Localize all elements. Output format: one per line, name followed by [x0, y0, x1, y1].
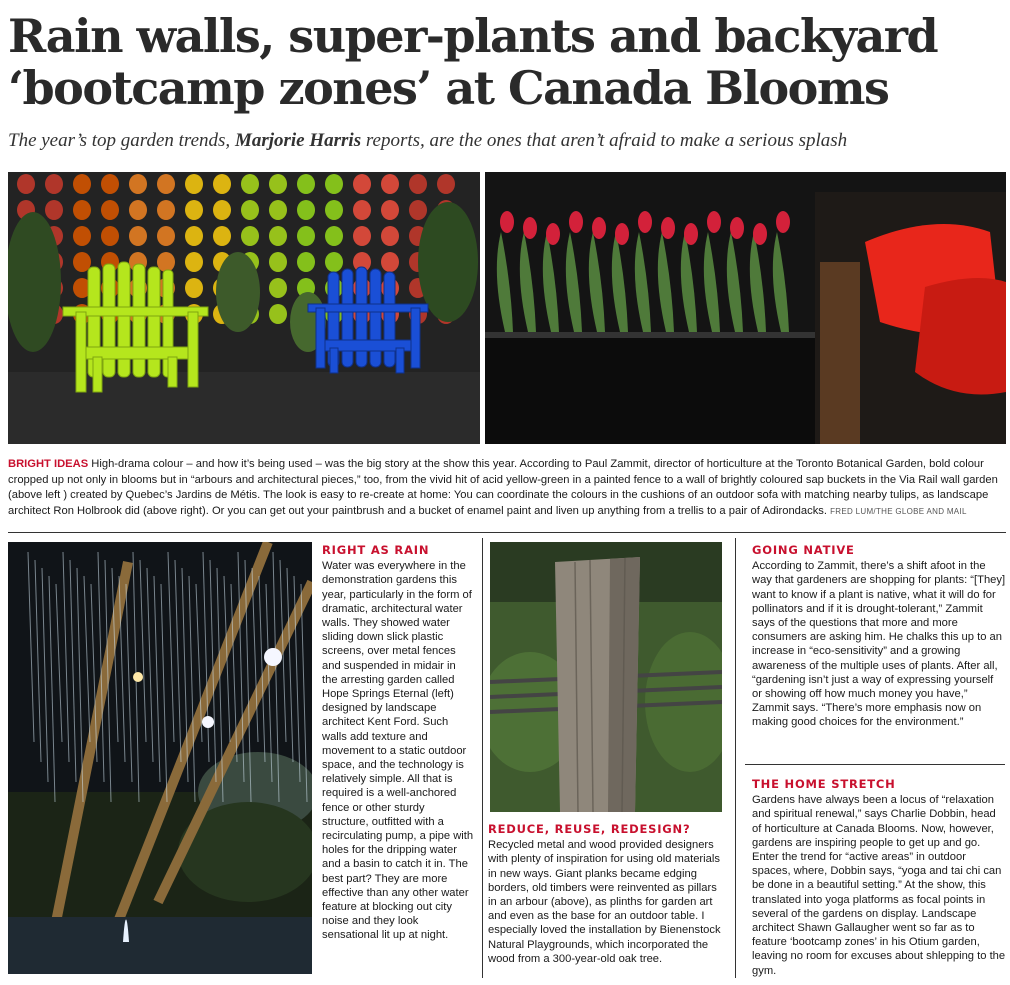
- sap-bucket: [101, 226, 119, 246]
- sap-bucket: [325, 200, 343, 220]
- sap-bucket: [185, 252, 203, 272]
- sap-bucket: [129, 200, 147, 220]
- sap-bucket: [269, 252, 287, 272]
- sap-bucket: [73, 226, 91, 246]
- tulip-bloom: [523, 217, 537, 239]
- top-caption: [8, 457, 1006, 519]
- sap-bucket: [381, 252, 399, 272]
- tulip-bloom: [592, 217, 606, 239]
- photo-credit: FRED LUM/THE GLOBE AND MAIL: [830, 506, 967, 516]
- tulip-bloom: [638, 211, 652, 233]
- sap-bucket: [73, 200, 91, 220]
- sap-bucket: [101, 174, 119, 194]
- sap-bucket: [185, 200, 203, 220]
- tulip-bloom: [500, 211, 514, 233]
- photo-rain-wall: [8, 542, 312, 974]
- tulip-bloom: [776, 211, 790, 233]
- sap-bucket: [73, 174, 91, 194]
- sap-bucket: [297, 174, 315, 194]
- tulip-bloom: [684, 223, 698, 245]
- home-stretch-heading: THE HOME STRETCH: [752, 777, 896, 791]
- sap-bucket: [409, 200, 427, 220]
- column-divider-1: [482, 538, 483, 978]
- sap-bucket: [297, 252, 315, 272]
- tulip-bloom: [546, 223, 560, 245]
- top-caption-text: High-drama colour – and how it’s being used – was the big story at the show this year. According to Paul Zammit, director of horticulture at the Toronto Botanical Garden, bold colour cropped up not only in blooms but in “arbours and architectural pieces,” too, from the vivid hit of acid yellow-green in a painted fence to a wall of brightly coloured sap buckets in the Via Rail wall garden (above left ) created by Quebec’s Jardins de Métis. The look is easy to re-create at home: You can coordinate the colours in the cushions of an outdoor sofa with matching nearby tulips, as landscape architect Ron Holbrook did (above right). Or you can get out your paintbrush and a bucket of enamel paint and liven up anything from a trellis to a pair of Adirondacks.: [8, 458, 998, 517]
- sap-bucket: [185, 278, 203, 298]
- tulip-bloom: [707, 211, 721, 233]
- going-native-body: According to Zammit, there’s a shift afoot in the way that gardeners are shopping for plants: “[They] want to know if a plant is native, what it will do for pollinators and if it is drought-tolerant,” Zammit says of the questions that more and more consumers are asking him. He chalks this up to an increase in “eco-sensitivity” and a growing awareness of the multiple uses of plants. After all, “gardening isn’t just a way of expressing yourself or showing off how much money you have,” Zammit says. “There’s more emphasis now on making good choices for the environment.”: [752, 560, 1006, 729]
- sap-bucket: [17, 174, 35, 194]
- sap-bucket: [269, 278, 287, 298]
- sap-bucket: [241, 226, 259, 246]
- reduce-reuse-heading: REDUCE, REUSE, REDESIGN?: [488, 822, 691, 836]
- sap-bucket: [325, 226, 343, 246]
- tulip-bloom: [615, 223, 629, 245]
- sap-bucket: [353, 174, 371, 194]
- going-native-section: [752, 543, 1006, 730]
- photo-timber-pillar: [490, 542, 722, 812]
- sap-bucket: [381, 226, 399, 246]
- sap-bucket: [185, 226, 203, 246]
- sap-bucket: [353, 200, 371, 220]
- tulip-bloom: [569, 211, 583, 233]
- deck-after: reports, are the ones that aren’t afraid to make a serious splash: [361, 130, 848, 151]
- sap-bucket: [325, 252, 343, 272]
- sap-bucket: [269, 304, 287, 324]
- photo-adirondack-chairs: [8, 172, 480, 444]
- right-as-rain-section: [322, 543, 474, 943]
- right-as-rain-heading: RIGHT AS RAIN: [322, 543, 430, 557]
- sap-bucket: [409, 174, 427, 194]
- deck: [8, 130, 1008, 152]
- sap-bucket: [437, 174, 455, 194]
- sap-bucket: [157, 174, 175, 194]
- top-caption-kicker: BRIGHT IDEAS: [8, 458, 89, 470]
- sap-bucket: [269, 200, 287, 220]
- sap-bucket: [213, 200, 231, 220]
- section-divider: [8, 532, 1006, 533]
- headline-line-2: ‘bootcamp zones’ at Canada Blooms: [8, 61, 889, 115]
- tulip-bloom: [753, 223, 767, 245]
- photo-tulips-cushion: [485, 172, 1006, 444]
- sap-bucket: [269, 226, 287, 246]
- deck-author: Marjorie Harris: [234, 130, 362, 151]
- reduce-reuse-section: [488, 822, 728, 966]
- sap-bucket: [129, 226, 147, 246]
- right-as-rain-body: Water was everywhere in the demonstration gardens this year, particularly in the form of dramatic, architectural water walls. They showed water sliding down slick plastic screens, over metal fences and suspended in midair in the arresting garden called Hope Springs Eternal (left) designed by landscape architect Kent Ford. Such walls add texture and movement to a static outdoor space, and the technology is relatively simple. All that is required is a well-anchored fence or other sturdy structure, outfitted with a recirculating pump, a pipe with holes for the dripping water and a basin to catch it in. The best part? They are more effective than any other water feature at blocking out city noise and they look sensational lit up at night.: [322, 560, 474, 942]
- sap-bucket: [101, 200, 119, 220]
- home-stretch-section: [752, 777, 1006, 978]
- sap-bucket: [297, 226, 315, 246]
- sap-bucket: [353, 226, 371, 246]
- sap-bucket: [381, 200, 399, 220]
- tulip-bloom: [661, 217, 675, 239]
- sap-bucket: [241, 200, 259, 220]
- sap-bucket: [381, 174, 399, 194]
- reduce-reuse-body: Recycled metal and wood provided designers with plenty of inspiration for using old materials in new ways. Giant planks became edging borders, old timbers were reinvented as pillars in an arbour (above), as plinths for garden art and even as the base for an outdoor table. I especially loved the installation by Bienenstock Natural Playgrounds, which incorporated the wood from a 300-year-old oak tree.: [488, 839, 721, 965]
- sap-bucket: [157, 252, 175, 272]
- sap-bucket: [157, 226, 175, 246]
- deck-before: The year’s top garden trends,: [8, 130, 235, 151]
- headline-line-1: Rain walls, super-plants and backyard: [8, 9, 938, 63]
- sap-bucket: [297, 200, 315, 220]
- sap-bucket: [45, 200, 63, 220]
- right-column-divider: [745, 764, 1005, 765]
- sap-bucket: [185, 174, 203, 194]
- sap-bucket: [241, 174, 259, 194]
- going-native-heading: GOING NATIVE: [752, 543, 855, 557]
- sap-bucket: [157, 200, 175, 220]
- sap-bucket: [325, 174, 343, 194]
- tulip-bloom: [730, 217, 744, 239]
- sap-bucket: [73, 252, 91, 272]
- headline: [8, 10, 1008, 114]
- sap-bucket: [45, 174, 63, 194]
- home-stretch-body: Gardens have always been a locus of “relaxation and spiritual renewal,” says Charlie Dobbin, head of horticulture at Canada Blooms. Now, however, gardens are inspiring people to get up and go. Enter the trend for “active areas” in outdoor spaces, where, Dobbin says, “yoga and tai chi can be done in a beautiful setting.” At the show, this translated into yoga platforms as focal points in several of the gardens on display. Landscape architect Shawn Gallaugher went so far as to feature ‘bootcamp zones’ in his Otium garden, leaving no room for excuses about shlepping to the gym.: [752, 794, 1006, 977]
- sap-bucket: [129, 174, 147, 194]
- column-divider-2: [735, 538, 736, 978]
- sap-bucket: [213, 174, 231, 194]
- sap-bucket: [213, 226, 231, 246]
- sap-bucket: [269, 174, 287, 194]
